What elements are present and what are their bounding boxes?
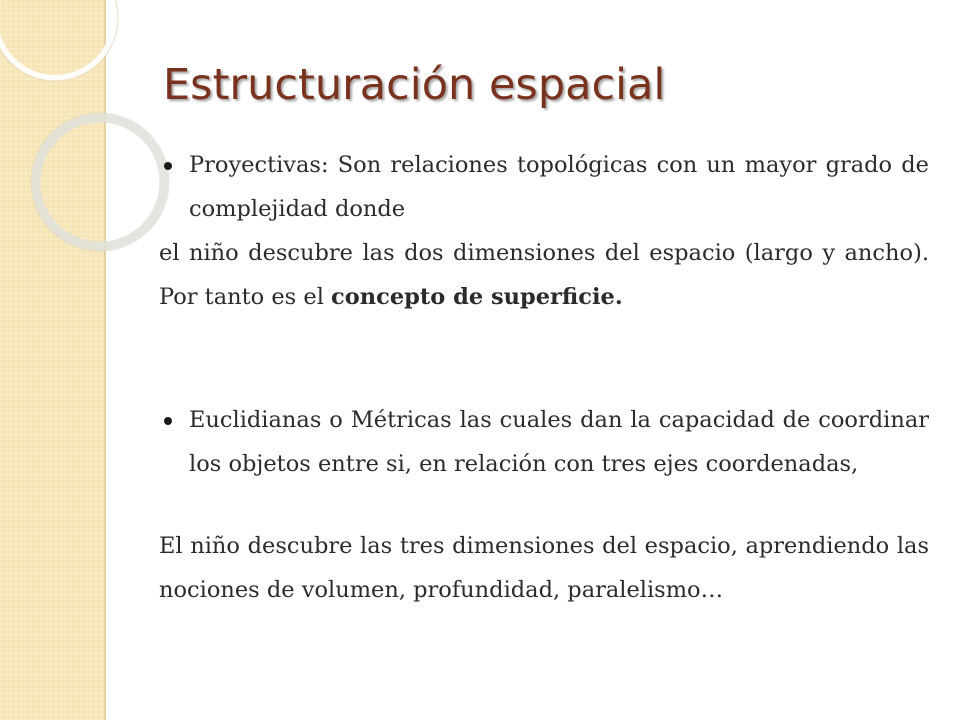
paragraph-text: el niño descubre las dos dimensiones del espacio (largo y ancho). Por tanto es el bbox=[159, 240, 929, 310]
paragraph-superficie bbox=[159, 231, 929, 319]
large-ring-outline bbox=[0, 0, 118, 81]
spacer bbox=[159, 486, 929, 524]
paragraph-volumen: El niño descubre las tres dimensiones del espacio, aprendiendo las nociones de volumen, profundidad, paralelismo… bbox=[159, 533, 929, 603]
slide-title: Estructuración espacial bbox=[163, 60, 666, 110]
bullet-dot-icon bbox=[159, 398, 189, 442]
bullet-euclidianas bbox=[159, 398, 929, 486]
bullet-text: Proyectivas: Son relaciones topológicas con un mayor grado de complejidad donde bbox=[189, 152, 929, 222]
bold-phrase: concepto de superficie. bbox=[331, 284, 623, 310]
bullet-proyectivas bbox=[159, 143, 929, 231]
bullet-dot-icon bbox=[159, 143, 189, 187]
bullet-text: Euclidianas o Métricas las cuales dan la capacidad de coordinar los objetos entre si, en relación con tres ejes coordenadas, bbox=[189, 407, 929, 477]
small-ring bbox=[36, 118, 164, 246]
large-ring bbox=[0, 0, 115, 78]
slide-content bbox=[159, 143, 929, 612]
spacer bbox=[159, 319, 929, 398]
